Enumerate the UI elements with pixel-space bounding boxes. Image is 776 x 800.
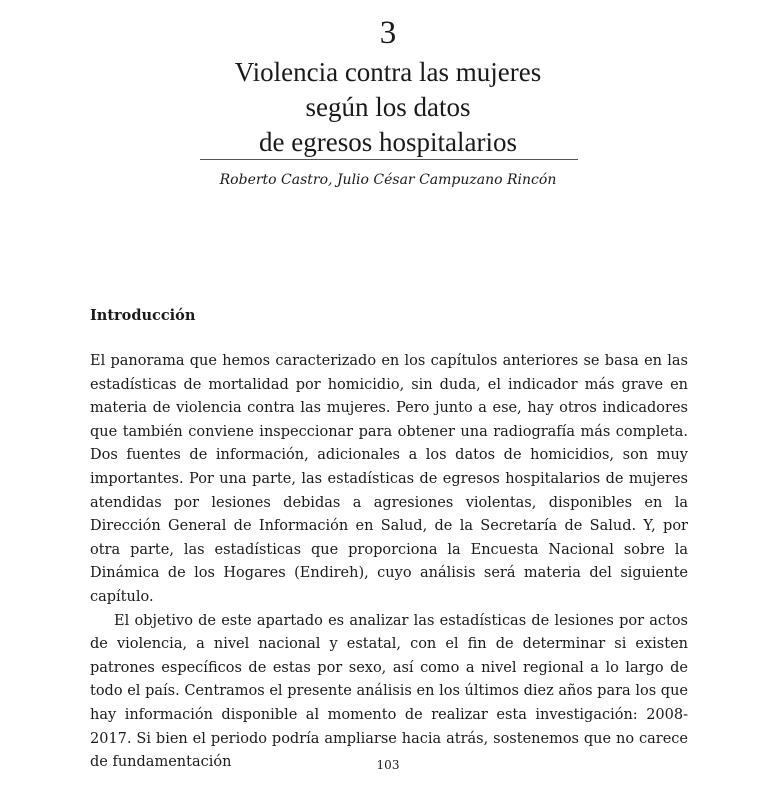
paragraph-1: El panorama que hemos caracterizado en los capítulos anteriores se basa en las estadísticas de mortalidad por homicidio, sin duda, el indicador más grave en materia de violencia contra las mujeres. Pero junto a ese, hay otros indicadores que también conviene inspeccionar para obtener una radiografía más completa. Dos fuentes de información, adicionales a los datos de homicidios, son muy importantes. Por una parte, las estadísticas de egresos hospitalarios de mujeres atendidas por lesiones debidas a agresiones violentas, disponibles en la Dirección General de Información en Salud, de la Secretaría de Salud. Y, por otra parte, las estadísticas que proporciona la Encuesta Nacional sobre la Dinámica de los Hogares (Endireh), cuyo análisis será materia del siguiente capítulo. (90, 353, 688, 605)
chapter-title-line-3: de egresos hospitalarios (259, 127, 517, 157)
chapter-title-line-1: Violencia contra las mujeres (234, 57, 542, 87)
body-text (90, 350, 688, 775)
section-heading: Introducción (90, 307, 196, 324)
page-number: 103 (376, 758, 400, 772)
chapter-title (0, 55, 776, 160)
title-divider (200, 159, 578, 160)
chapter-title-line-2: según los datos (305, 92, 471, 122)
paragraph-2: El objetivo de este apartado es analizar las estadísticas de lesiones por actos de violencia, a nivel nacional y estatal, con el fin de determinar si existen patrones específicos de estas por sexo, así como a nivel regional a lo largo de todo el país. Centramos el presente análisis en los últimos diez años para los que hay información disponible al momento de realizar esta investigación: 2008-2017. Si bien el periodo podría ampliarse hacia atrás, sostenemos que no carece de fundamentación (90, 612, 688, 771)
chapter-number: 3 (379, 15, 397, 51)
chapter-authors: Roberto Castro, Julio César Campuzano Rincón (219, 172, 557, 188)
